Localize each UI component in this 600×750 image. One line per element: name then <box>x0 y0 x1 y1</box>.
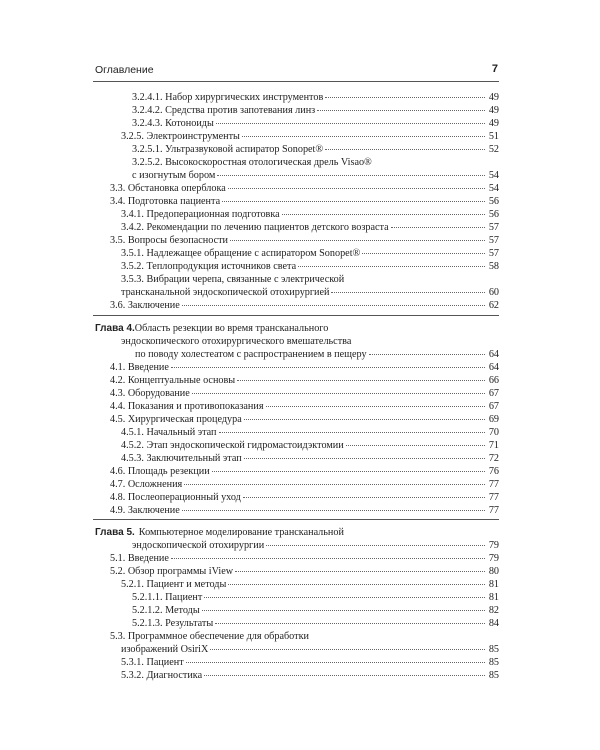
toc-entry-page: 81 <box>488 579 499 590</box>
dot-leader <box>204 675 485 676</box>
chapter-divider <box>93 315 499 316</box>
dot-leader <box>171 367 485 368</box>
toc-entry-text: 3.4.1. Предоперационная подготовка <box>121 209 280 220</box>
toc-entry-text: 5.3. Программное обеспечение для обработки <box>110 631 309 642</box>
chapter-divider <box>93 519 499 520</box>
toc-entry-page: 85 <box>488 657 499 668</box>
header-title: Оглавление <box>95 64 154 76</box>
toc-entry-page: 54 <box>488 183 499 194</box>
toc-entry-page: 80 <box>488 566 499 577</box>
toc-entry-page: 85 <box>488 644 499 655</box>
toc-entry <box>110 299 499 312</box>
toc-entry-text: 3.5.2. Теплопродукция источников света <box>121 261 297 272</box>
header-rule <box>93 81 499 82</box>
chapter-label: Глава 4. <box>95 323 135 334</box>
toc-entry <box>132 117 499 130</box>
toc-entry-text: 5.2.1.2. Методы <box>132 605 200 616</box>
toc-entry-page: 77 <box>488 492 499 503</box>
toc-entry-page: 57 <box>488 248 499 259</box>
toc-entry-text: 4.5.3. Заключительный этап <box>121 453 242 464</box>
toc-entry <box>110 504 499 517</box>
toc-entry-page: 79 <box>488 540 499 551</box>
dot-leader <box>244 458 485 459</box>
toc-entry-page: 67 <box>488 401 499 412</box>
dot-leader <box>317 110 485 111</box>
toc-entry <box>110 491 499 504</box>
toc-entry <box>121 335 351 348</box>
dot-leader <box>331 292 485 293</box>
toc-entry-text: 3.2.5.1. Ультразвуковой аспиратор Sonopet® <box>132 144 324 155</box>
toc-entry <box>132 591 499 604</box>
toc-entry <box>132 156 372 169</box>
toc-entry-text: 4.1. Введение <box>110 362 169 373</box>
toc-entry-page: 76 <box>488 466 499 477</box>
toc-entry-page: 49 <box>488 105 499 116</box>
toc-entry-page: 51 <box>488 131 499 142</box>
dot-leader <box>325 149 485 150</box>
toc-entry <box>110 565 499 578</box>
toc-entry <box>132 604 499 617</box>
toc-entry-page: 71 <box>488 440 499 451</box>
dot-leader <box>202 610 485 611</box>
dot-leader <box>182 510 485 511</box>
dot-leader <box>346 445 485 446</box>
toc-entry-text: 4.8. Послеоперационный уход <box>110 492 241 503</box>
toc-entry-text: 3.5.1. Надлежащее обращение с аспиратором Sonopet® <box>121 248 361 259</box>
toc-entry-page: 85 <box>488 670 499 681</box>
toc-entry-text: трансканальной эндоскопической отохирургией <box>121 287 330 298</box>
dot-leader <box>242 136 485 137</box>
toc-entry <box>132 104 499 117</box>
toc-entry-page: 52 <box>488 144 499 155</box>
toc-entry-page: 66 <box>488 375 499 386</box>
toc-entry <box>121 669 499 682</box>
running-header <box>95 64 498 80</box>
toc-entry-page: 77 <box>488 479 499 490</box>
header-page-number: 7 <box>491 63 498 75</box>
toc-entry <box>121 221 499 234</box>
toc-entry-page: 57 <box>488 235 499 246</box>
dot-leader <box>244 419 485 420</box>
dot-leader <box>212 471 485 472</box>
toc-entry-page: 54 <box>488 170 499 181</box>
toc-entry-page: 77 <box>488 505 499 516</box>
toc-entry <box>110 552 499 565</box>
dot-leader <box>243 497 485 498</box>
toc-entry-text: 5.2.1.1. Пациент <box>132 592 203 603</box>
chapter-heading <box>95 526 344 539</box>
toc-entry <box>110 630 309 643</box>
toc-entry-page: 56 <box>488 209 499 220</box>
toc-entry-page: 70 <box>488 427 499 438</box>
toc-entry-text: 3.5.3. Вибрации черепа, связанные с электрической <box>121 274 345 285</box>
toc-entry <box>121 578 499 591</box>
chapter-heading <box>95 322 328 335</box>
toc-entry <box>121 130 499 143</box>
dot-leader <box>362 253 485 254</box>
dot-leader <box>282 214 485 215</box>
toc-entry-text: 5.3.1. Пациент <box>121 657 184 668</box>
toc-entry <box>121 426 499 439</box>
toc-entry <box>110 182 499 195</box>
toc-entry <box>121 656 499 669</box>
toc-entry <box>110 387 499 400</box>
toc-entry <box>132 91 499 104</box>
toc-entry <box>132 617 499 630</box>
toc-entry-text: 3.2.4.3. Котоноиды <box>132 118 214 129</box>
toc-entry <box>110 465 499 478</box>
toc-entry-page: 64 <box>488 362 499 373</box>
toc-entry-text: 3.2.4.2. Средства против запотевания линз <box>132 105 316 116</box>
toc-entry <box>132 143 499 156</box>
toc-entry-page: 64 <box>488 349 499 360</box>
dot-leader <box>237 380 485 381</box>
toc-entry-text: с изогнутым бором <box>132 170 216 181</box>
toc-entry <box>110 195 499 208</box>
toc-entry <box>121 247 499 260</box>
toc-entry-text: 4.6. Площадь резекции <box>110 466 210 477</box>
dot-leader <box>184 484 485 485</box>
toc-entry-text: 3.6. Заключение <box>110 300 180 311</box>
toc-entry-text: 4.5.1. Начальный этап <box>121 427 217 438</box>
toc-entry-text: 5.2.1.3. Результаты <box>132 618 214 629</box>
toc-entry <box>121 439 499 452</box>
toc-entry-text: Область резекции во время трансканального <box>134 323 329 334</box>
toc-entry <box>121 643 499 656</box>
toc-entry <box>121 452 499 465</box>
dot-leader <box>228 584 485 585</box>
toc-entry-text: изображений OsiriX <box>121 644 209 655</box>
toc-entry-text: 3.2.5. Электроинструменты <box>121 131 240 142</box>
toc-entry <box>110 234 499 247</box>
toc-entry-text: 5.1. Введение <box>110 553 169 564</box>
toc-entry-page: 84 <box>488 618 499 629</box>
dot-leader <box>182 305 485 306</box>
toc-entry-text: 3.4. Подготовка пациента <box>110 196 221 207</box>
toc-entry-text: 3.2.5.2. Высокоскоростная отологическая дрель Visao® <box>132 157 372 168</box>
toc-entry-text: по поводу холестеатом с распространением в пещеру <box>135 349 367 360</box>
toc-entry-page: 79 <box>488 553 499 564</box>
dot-leader <box>186 662 485 663</box>
toc-entry <box>110 374 499 387</box>
toc-entry-text: 4.5. Хирургическая процедура <box>110 414 242 425</box>
toc-entry-text: 4.3. Оборудование <box>110 388 190 399</box>
dot-leader <box>210 649 485 650</box>
toc-entry <box>121 273 344 286</box>
toc-entry-page: 58 <box>488 261 499 272</box>
dot-leader <box>192 393 485 394</box>
toc-entry-text: эндоскопической отохирургии <box>132 540 265 551</box>
toc-entry-page: 67 <box>488 388 499 399</box>
toc-entry <box>110 361 499 374</box>
dot-leader <box>369 354 485 355</box>
toc-entry-text: 3.5. Вопросы безопасности <box>110 235 228 246</box>
toc-entry-text: 5.3.2. Диагностика <box>121 670 203 681</box>
dot-leader <box>230 240 485 241</box>
toc-entry <box>110 478 499 491</box>
toc-entry-page: 69 <box>488 414 499 425</box>
toc-entry <box>110 413 499 426</box>
dot-leader <box>266 545 485 546</box>
toc-entry-text: 4.4. Показания и противопоказания <box>110 401 264 412</box>
dot-leader <box>216 123 485 124</box>
toc-entry-text: 5.2. Обзор программы iView <box>110 566 234 577</box>
toc-entry-text: Компьютерное моделирование трансканальной <box>138 527 344 538</box>
dot-leader <box>228 188 485 189</box>
toc-entry-text: 4.5.2. Этап эндоскопической гидромастоидэктомии <box>121 440 344 451</box>
dot-leader <box>325 97 485 98</box>
dot-leader <box>298 266 485 267</box>
toc-entry-page: 81 <box>488 592 499 603</box>
dot-leader <box>171 558 485 559</box>
toc-entry <box>132 539 499 552</box>
toc-entry-page: 49 <box>488 118 499 129</box>
toc-entry <box>110 400 499 413</box>
dot-leader <box>217 175 485 176</box>
chapter-label: Глава 5. <box>95 527 135 538</box>
toc-entry <box>135 348 499 361</box>
toc-entry-text: 4.9. Заключение <box>110 505 180 516</box>
toc-entry-page: 56 <box>488 196 499 207</box>
dot-leader <box>222 201 485 202</box>
toc-entry-page: 60 <box>488 287 499 298</box>
toc-entry-text: 4.7. Осложнения <box>110 479 183 490</box>
toc-entry-text: 3.4.2. Рекомендации по лечению пациентов детского возраста <box>121 222 389 233</box>
toc-entry <box>132 169 499 182</box>
toc-entry-page: 72 <box>488 453 499 464</box>
toc-entry-text: 5.2.1. Пациент и методы <box>121 579 227 590</box>
toc-entry-page: 62 <box>488 300 499 311</box>
toc-entry-page: 49 <box>488 92 499 103</box>
toc-entry <box>121 286 499 299</box>
toc-entry-text: 4.2. Концептуальные основы <box>110 375 236 386</box>
dot-leader <box>215 623 485 624</box>
dot-leader <box>235 571 485 572</box>
dot-leader <box>391 227 485 228</box>
toc-entry-page: 57 <box>488 222 499 233</box>
dot-leader <box>266 406 485 407</box>
toc-entry-text: 3.2.4.1. Набор хирургических инструментов <box>132 92 324 103</box>
toc-entry <box>121 260 499 273</box>
dot-leader <box>204 597 485 598</box>
toc-entry-text: 3.3. Обстановка оперблока <box>110 183 226 194</box>
toc-entry-text: эндоскопического отохирургического вмешательства <box>121 336 352 347</box>
toc-entry-page: 82 <box>488 605 499 616</box>
dot-leader <box>219 432 486 433</box>
toc-entry <box>121 208 499 221</box>
